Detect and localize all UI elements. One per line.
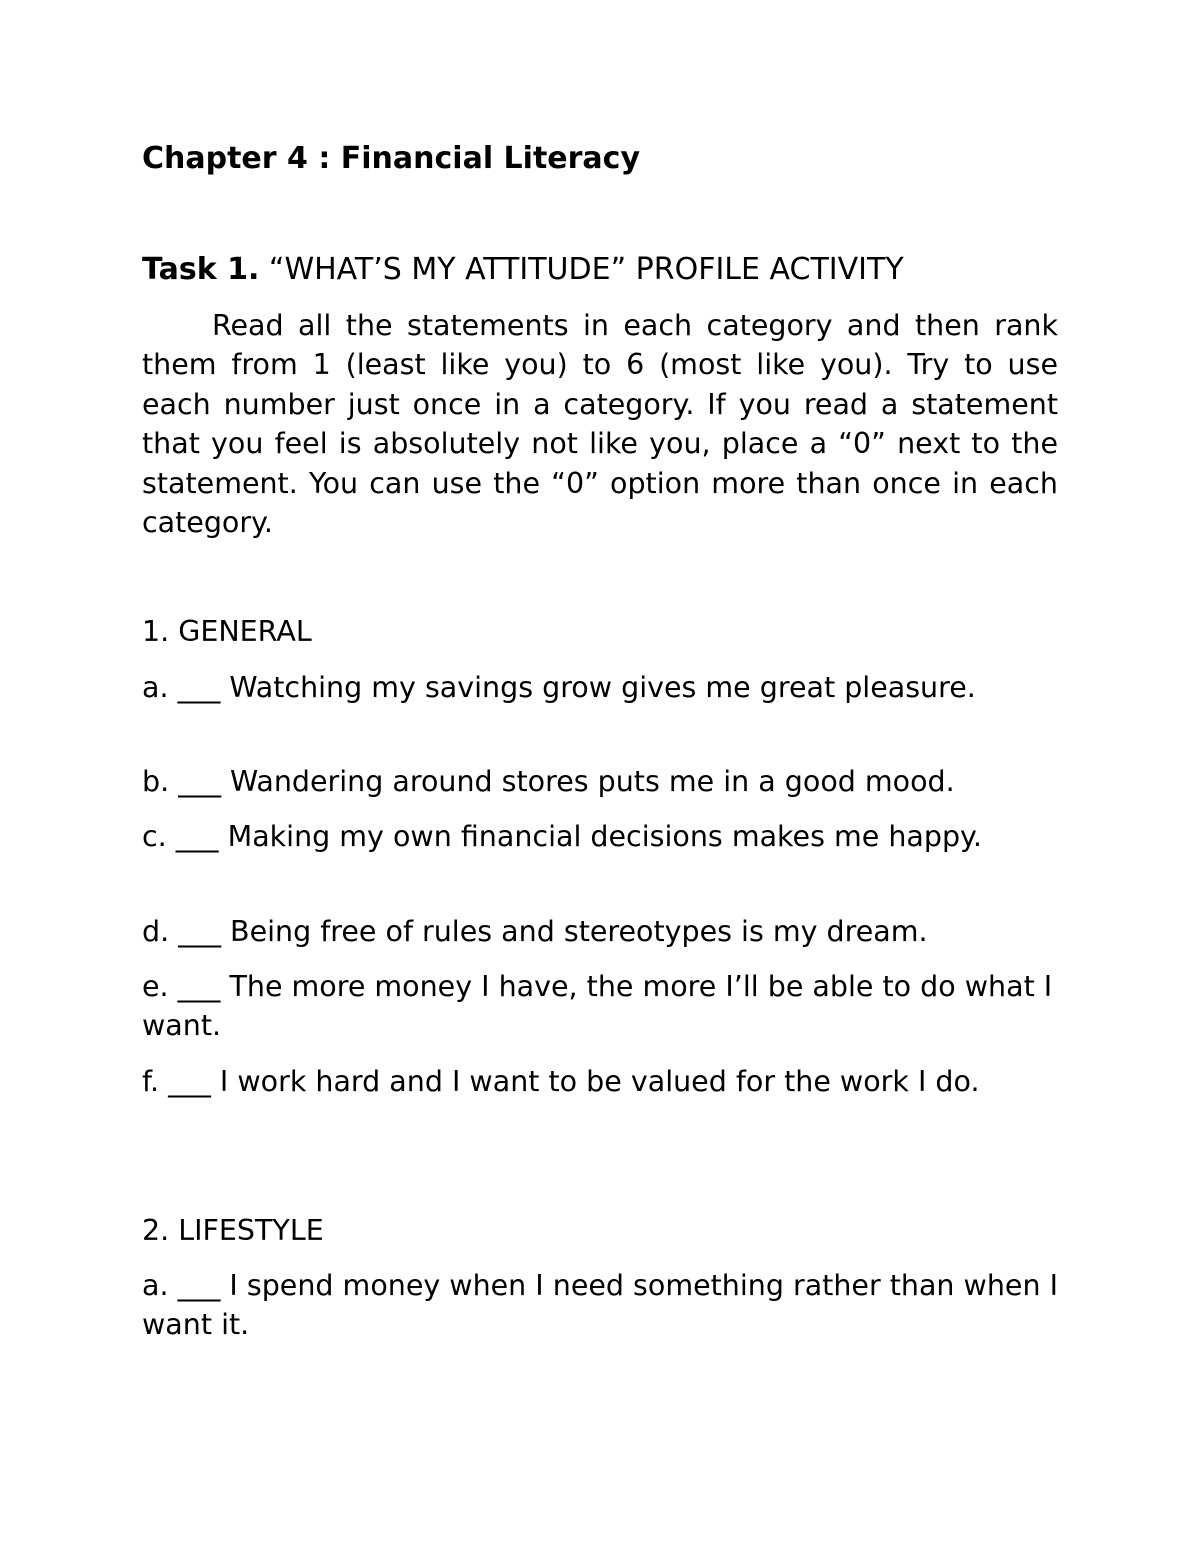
item-text: Watching my savings grow gives me great pleasure. — [229, 671, 976, 704]
item-letter: b. — [142, 765, 170, 798]
answer-blank[interactable]: ___ — [175, 820, 219, 853]
task-name: “WHAT’S MY ATTITUDE” PROFILE ACTIVITY — [268, 252, 904, 287]
item-letter: f. — [142, 1065, 160, 1098]
statement-item — [142, 1266, 1058, 1345]
item-text: I work hard and I want to be valued for the work I do. — [219, 1065, 980, 1098]
statement-item — [142, 1062, 1058, 1101]
statement-item — [142, 912, 1058, 951]
statement-item — [142, 668, 1058, 707]
answer-blank[interactable]: ___ — [178, 765, 221, 798]
statement-item — [142, 817, 1058, 856]
item-letter: e. — [142, 970, 169, 1003]
task-title — [142, 250, 904, 290]
item-text: Making my own financial decisions makes me happy. — [227, 820, 982, 853]
answer-blank[interactable]: ___ — [178, 915, 221, 948]
task-label: Task 1. — [142, 252, 260, 287]
item-text: Wandering around stores puts me in a good mood. — [230, 765, 955, 798]
answer-blank[interactable]: ___ — [177, 970, 221, 1003]
chapter-title: Chapter 4 : Financial Literacy — [142, 141, 641, 176]
statement-item — [142, 762, 1058, 801]
task-instructions: Read all the statements in each category and then rank them from 1 (least like you) to 6 (most like you). Try to use each number just once in a category. If you read a statement that you feel is absolutely not like you, place a “0” next to the statement. You can use the “0” option more than once in each category. — [142, 309, 1058, 540]
answer-blank[interactable]: ___ — [177, 1269, 221, 1302]
item-text: I spend money when I need something rather than when I want it. — [142, 1269, 1058, 1342]
item-letter: d. — [142, 915, 170, 948]
section-heading-general: 1. GENERAL — [142, 615, 312, 648]
item-letter: a. — [142, 1269, 169, 1302]
item-letter: a. — [142, 671, 169, 704]
item-text: Being free of rules and stereotypes is my dream. — [230, 915, 928, 948]
item-text: The more money I have, the more I’ll be able to do what I want. — [142, 970, 1053, 1043]
item-letter: c. — [142, 820, 167, 853]
answer-blank[interactable]: ___ — [168, 1065, 211, 1098]
statement-item — [142, 967, 1058, 1046]
section-heading-lifestyle: 2. LIFESTYLE — [142, 1214, 324, 1247]
answer-blank[interactable]: ___ — [177, 671, 221, 704]
